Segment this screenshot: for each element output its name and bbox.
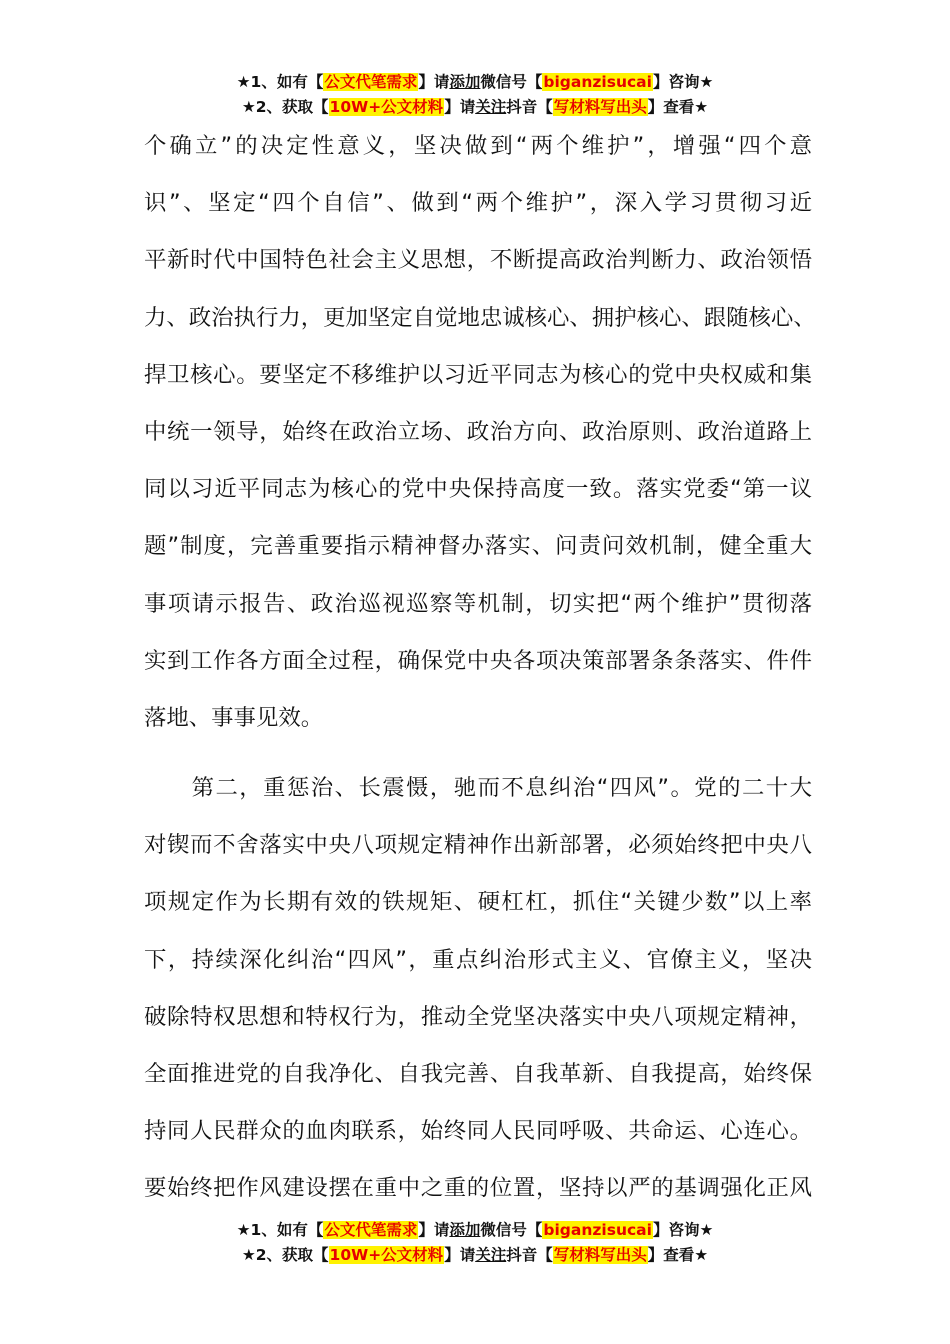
paragraph-2 xyxy=(144,760,812,1218)
text-line: 落地、事事见效。 xyxy=(144,704,324,731)
highlight-service: 公文代笔需求 xyxy=(324,73,418,91)
emphasis-text: 添加 xyxy=(449,73,481,91)
text-line: 捍卫核心。要坚定不移维护以习近平同志为核心的党中央权威和集 xyxy=(144,361,812,388)
footer-promo-banner xyxy=(0,1218,950,1268)
text-line: 识”、坚定“四个自信”、做到“两个维护”，深入学习贯彻习近 xyxy=(144,190,812,217)
text-line: 对锲而不舍落实中央八项规定精神作出新部署，必须始终把中央八 xyxy=(144,832,812,859)
promo-text: 】请 xyxy=(444,1246,476,1264)
text-line: 持同人民群众的血肉联系，始终同人民同呼吸、共命运、心连心。 xyxy=(144,1118,812,1145)
text-line: 要始终把作风建设摆在重中之重的位置，坚持以严的基调强化正风 xyxy=(144,1175,812,1202)
promo-line-1 xyxy=(0,1218,950,1243)
promo-line-1 xyxy=(0,70,950,95)
promo-text: ★2、获取【 xyxy=(241,1246,329,1264)
emphasis-text: 关注 xyxy=(475,1246,507,1264)
emphasis-text: 添加 xyxy=(449,1221,481,1239)
promo-text: 】查看★ xyxy=(647,1246,709,1264)
emphasis-text: 关注 xyxy=(475,98,507,116)
promo-text: 】咨询★ xyxy=(652,73,714,91)
paragraph-1 xyxy=(144,118,816,747)
text-line: 事项请示报告、政治巡视巡察等机制，切实把“两个维护”贯彻落 xyxy=(144,590,812,617)
promo-text: ★1、如有【 xyxy=(236,1221,324,1239)
highlight-wechat-id: biganzisucai xyxy=(543,73,652,91)
highlight-douyin-account: 写材料写出头 xyxy=(553,1246,647,1264)
header-promo-banner xyxy=(0,70,950,120)
promo-text: 微信号【 xyxy=(480,1221,543,1239)
promo-line-2 xyxy=(0,95,950,120)
promo-text: 抖音【 xyxy=(506,1246,553,1264)
text-line: 全面推进党的自我净化、自我完善、自我革新、自我提高，始终保 xyxy=(144,1061,812,1087)
text-line: 破除特权思想和特权行为，推动全党坚决落实中央八项规定精神， xyxy=(144,1003,812,1030)
promo-text: 微信号【 xyxy=(480,73,543,91)
promo-text: 】请 xyxy=(418,73,450,91)
document-body xyxy=(144,118,816,1218)
highlight-douyin-account: 写材料写出头 xyxy=(553,98,647,116)
paragraph-spacer xyxy=(144,747,812,760)
highlight-materials: 10W+公文材料 xyxy=(329,1246,444,1264)
promo-text: 】请 xyxy=(444,98,476,116)
highlight-materials: 10W+公文材料 xyxy=(329,98,444,116)
text-line: 下，持续深化纠治“四风”，重点纠治形式主义、官僚主义，坚决 xyxy=(144,946,812,973)
text-line: 平新时代中国特色社会主义思想，不断提高政治判断力、政治领悟 xyxy=(144,247,812,274)
promo-text: 抖音【 xyxy=(506,98,553,116)
highlight-service: 公文代笔需求 xyxy=(324,1221,418,1239)
text-line: 个确立”的决定性意义，坚决做到“两个维护”，增强“四个意 xyxy=(144,133,812,159)
text-line: 中统一领导，始终在政治立场、政治方向、政治原则、政治道路上 xyxy=(144,418,812,445)
promo-line-2 xyxy=(0,1243,950,1268)
text-line: 题”制度，完善重要指示精神督办落实、问责问效机制，健全重大 xyxy=(144,533,812,560)
text-line: 项规定作为长期有效的铁规矩、硬杠杠，抓住“关键少数”以上率 xyxy=(144,889,812,916)
promo-text: 】查看★ xyxy=(647,98,709,116)
promo-text: 】咨询★ xyxy=(652,1221,714,1239)
promo-text: ★1、如有【 xyxy=(236,73,324,91)
text-line: 第二，重惩治、长震慑，驰而不息纠治“四风”。党的二十大 xyxy=(144,775,812,802)
text-line: 实到工作各方面全过程，确保党中央各项决策部署条条落实、件件 xyxy=(144,647,812,674)
highlight-wechat-id: biganzisucai xyxy=(543,1221,652,1239)
promo-text: ★2、获取【 xyxy=(241,98,329,116)
promo-text: 】请 xyxy=(418,1221,450,1239)
text-line: 同以习近平同志为核心的党中央保持高度一致。落实党委“第一议 xyxy=(144,476,812,503)
text-line: 力、政治执行力，更加坚定自觉地忠诚核心、拥护核心、跟随核心、 xyxy=(144,304,816,331)
